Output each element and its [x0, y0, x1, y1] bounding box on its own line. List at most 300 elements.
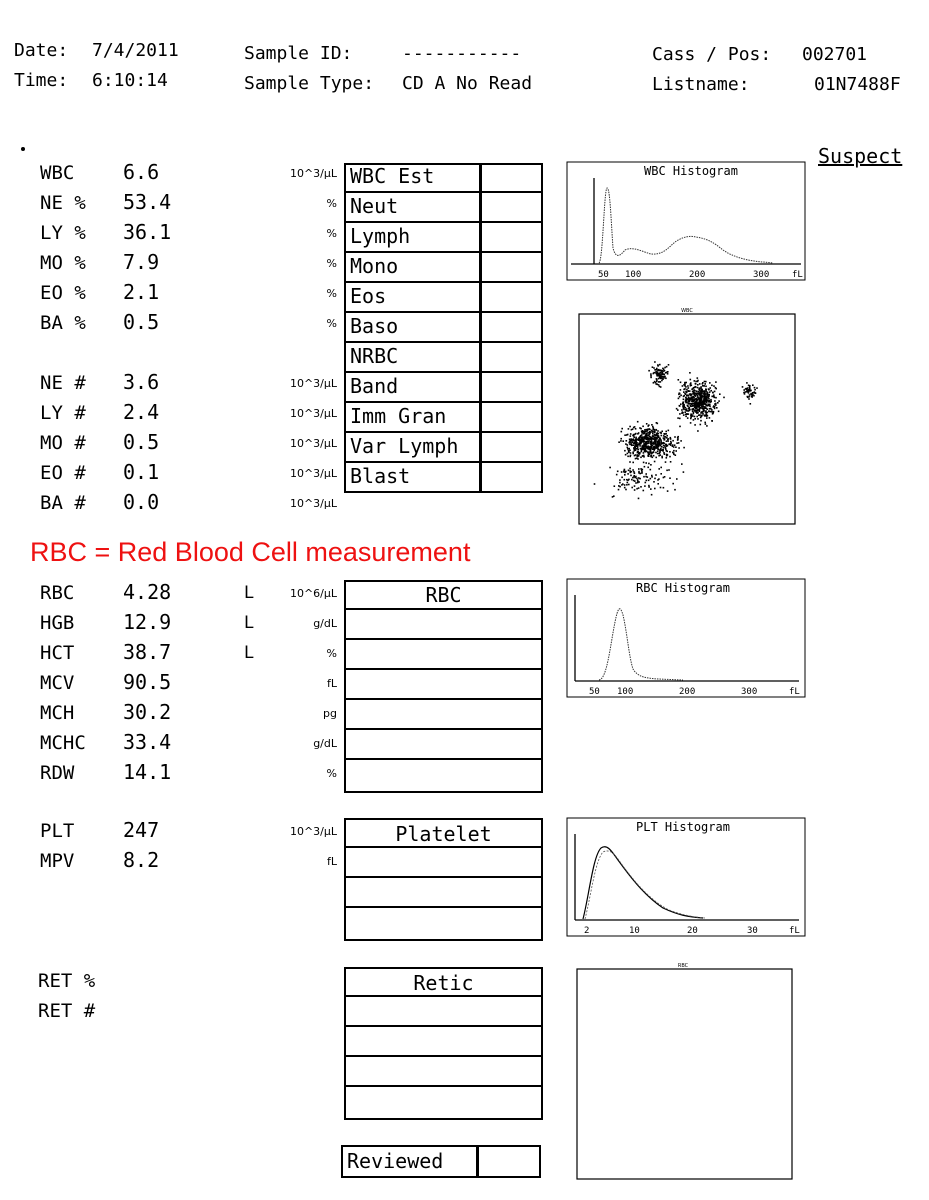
scatter-event	[714, 400, 716, 402]
scatter-event	[655, 443, 657, 445]
scatter-event	[646, 423, 648, 425]
scatter-event	[690, 379, 692, 381]
scatter-event	[655, 429, 657, 431]
scatter-event	[619, 479, 621, 481]
scatter-event	[686, 397, 688, 399]
scatter-event	[746, 382, 748, 384]
time-label: Time:	[14, 70, 69, 91]
scatter-event	[645, 444, 647, 446]
scatter-event	[656, 378, 658, 380]
scatter-event	[753, 395, 755, 397]
scatter-event	[647, 476, 649, 478]
scatter-event	[657, 450, 659, 452]
scatter-event	[634, 489, 636, 491]
result-unit: %	[326, 647, 337, 660]
scatter-event	[752, 392, 754, 394]
scatter-event	[706, 404, 708, 406]
scatter-event	[702, 385, 704, 387]
scatter-event	[635, 454, 637, 456]
scatter-event	[704, 381, 706, 383]
retic-plot-frame	[577, 969, 792, 1179]
scatter-event	[674, 444, 676, 446]
result-label: NE #	[40, 372, 86, 394]
estimate-row-input[interactable]	[479, 343, 482, 373]
scatter-event	[621, 428, 623, 430]
scatter-event	[680, 440, 682, 442]
scatter-event	[644, 441, 646, 443]
scatter-event	[710, 399, 712, 401]
scatter-event	[656, 441, 658, 443]
scatter-event	[653, 427, 655, 429]
scatter-event	[653, 446, 655, 448]
plt-histogram-unit: fL	[789, 926, 800, 936]
scatter-event	[641, 451, 643, 453]
scatter-event	[636, 478, 638, 480]
scatter-event	[694, 418, 696, 420]
scan-mark-dot	[21, 147, 25, 151]
scatter-event	[696, 416, 698, 418]
scatter-event	[705, 414, 707, 416]
scatter-event	[664, 445, 666, 447]
scatter-event	[631, 479, 633, 481]
estimate-row-label: Baso	[350, 314, 399, 338]
scatter-event	[685, 414, 687, 416]
plt-histogram-tick-1: 2	[584, 926, 590, 936]
wbc-scatterplot	[577, 303, 797, 526]
scatter-event	[650, 375, 652, 377]
scatter-event	[687, 385, 689, 387]
scatter-event	[711, 409, 713, 411]
scatter-event	[683, 447, 685, 449]
scatter-event	[641, 448, 643, 450]
scatter-event	[710, 411, 712, 413]
result-unit: 10^3/µL	[289, 825, 337, 838]
scatter-event	[710, 390, 712, 392]
scatter-event	[706, 425, 708, 427]
scatter-event	[704, 407, 706, 409]
scatter-event	[694, 416, 696, 418]
scatter-event	[695, 402, 697, 404]
date-value: 7/4/2011	[92, 40, 179, 61]
scatter-event	[715, 397, 717, 399]
scatter-event	[651, 476, 653, 478]
scatter-event	[685, 402, 687, 404]
result-unit: 10^3/µL	[289, 167, 337, 180]
scatter-event	[662, 368, 664, 370]
scatter-event	[684, 388, 686, 390]
result-value: 14.1	[123, 760, 172, 784]
scatter-event	[667, 373, 669, 375]
scatter-event	[742, 386, 744, 388]
rbc-box-row	[346, 610, 541, 640]
scatter-event	[637, 479, 639, 481]
scatter-event	[634, 485, 636, 487]
scatter-event	[643, 490, 645, 492]
scatter-event	[699, 383, 701, 385]
scatter-event	[708, 394, 710, 396]
scatter-event	[627, 453, 629, 455]
sample-type-value: CD A No Read	[402, 73, 533, 94]
scatter-event	[642, 469, 644, 471]
retic-plot-svg	[575, 961, 795, 1181]
scatter-event	[636, 445, 638, 447]
scatter-event	[667, 490, 669, 492]
scatter-event	[667, 439, 669, 441]
scatter-event	[654, 432, 656, 434]
scatter-event	[628, 450, 630, 452]
result-flag: L	[244, 583, 254, 603]
scatter-event	[639, 442, 641, 444]
scatter-event	[658, 372, 660, 374]
scatter-event	[663, 374, 665, 376]
scatter-event	[695, 383, 697, 385]
result-value: 0.1	[123, 460, 160, 484]
scatter-event	[708, 410, 710, 412]
scatter-event	[663, 370, 665, 372]
wbc-histogram-title: WBC Histogram	[644, 164, 738, 178]
estimate-row-input[interactable]	[479, 163, 482, 193]
scatter-event	[713, 394, 715, 396]
rbc-box-row	[346, 730, 541, 760]
scatter-event	[670, 443, 672, 445]
scatter-event	[697, 393, 699, 395]
result-label: RET #	[38, 1000, 96, 1022]
scatter-event	[645, 482, 647, 484]
estimate-row-input[interactable]	[479, 223, 482, 253]
estimate-row-label: Var Lymph	[350, 434, 459, 458]
scatter-event	[658, 381, 660, 383]
scatter-event	[637, 456, 639, 458]
scatter-event	[694, 390, 696, 392]
scatter-event	[683, 399, 685, 401]
scatter-event	[683, 391, 685, 393]
scatter-event	[629, 441, 631, 443]
scatter-event	[617, 471, 619, 473]
estimate-row-input[interactable]	[479, 373, 482, 403]
retic-box-row	[346, 967, 541, 997]
scatter-event	[638, 481, 640, 483]
scatter-event	[630, 455, 632, 457]
scatter-event	[702, 411, 704, 413]
scatter-event	[664, 376, 666, 378]
scatter-event	[651, 447, 653, 449]
scatter-event	[629, 426, 631, 428]
plt-histogram-svg	[563, 816, 808, 941]
scatter-event	[696, 390, 698, 392]
scatter-event	[695, 381, 697, 383]
scatter-event	[748, 396, 750, 398]
scatter-event	[672, 445, 674, 447]
scatter-event	[701, 415, 703, 417]
scatter-event	[684, 411, 686, 413]
scatter-event	[632, 452, 634, 454]
result-unit: %	[326, 257, 337, 270]
scatter-event	[638, 487, 640, 489]
scatter-event	[669, 477, 671, 479]
scatter-event	[749, 387, 751, 389]
estimate-row-input[interactable]	[479, 463, 482, 493]
scatter-event	[745, 391, 747, 393]
scatter-event	[624, 450, 626, 452]
scatter-event	[628, 448, 630, 450]
retic-box	[344, 967, 543, 1120]
scatter-event	[697, 384, 699, 386]
wbc-estimate-box	[344, 163, 543, 493]
scatter-event	[638, 471, 640, 473]
scatter-event	[676, 442, 678, 444]
scatter-event	[681, 463, 683, 465]
scatter-event	[674, 489, 676, 491]
scatter-event	[665, 447, 667, 449]
scatter-event	[679, 405, 681, 407]
scatter-event	[657, 430, 659, 432]
scatter-event	[658, 445, 660, 447]
scatter-event	[678, 398, 680, 400]
scatter-event	[711, 385, 713, 387]
scatter-event	[658, 378, 660, 380]
estimate-row-input[interactable]	[479, 313, 482, 343]
result-label: RET %	[38, 970, 96, 992]
scatter-event	[699, 414, 701, 416]
plt-histogram-tick-4: 30	[747, 926, 758, 936]
scatter-event	[660, 441, 662, 443]
result-unit: %	[326, 317, 337, 330]
scatter-event	[650, 373, 652, 375]
scatter-event	[638, 468, 640, 470]
scatter-event	[702, 404, 704, 406]
result-unit: %	[326, 287, 337, 300]
scatter-event	[718, 411, 720, 413]
scatter-event	[663, 435, 665, 437]
rbc-box	[344, 580, 543, 793]
scatter-event	[622, 483, 624, 485]
scatter-event	[639, 445, 641, 447]
scatter-event	[752, 384, 754, 386]
scatter-event	[664, 476, 666, 478]
scatter-event	[624, 487, 626, 489]
scatter-event	[629, 461, 631, 463]
scatter-event	[697, 377, 699, 379]
estimate-row-input[interactable]	[479, 403, 482, 433]
scatter-event	[679, 413, 681, 415]
scatter-event	[697, 418, 699, 420]
scatter-event	[689, 403, 691, 405]
scatter-event	[654, 361, 656, 363]
scatter-event	[686, 389, 688, 391]
scatter-event	[655, 442, 657, 444]
reviewed-box[interactable]	[341, 1145, 541, 1178]
scatter-event	[683, 404, 685, 406]
scatter-event	[659, 443, 661, 445]
scatter-event	[628, 484, 630, 486]
scatter-event	[754, 391, 756, 393]
scatter-event	[714, 397, 716, 399]
scatter-event	[657, 423, 659, 425]
scatterplot-frame	[579, 314, 795, 524]
scatter-event	[660, 487, 662, 489]
scatter-event	[690, 382, 692, 384]
result-unit: 10^3/µL	[289, 377, 337, 390]
scatter-event	[661, 431, 663, 433]
scatter-event	[711, 396, 713, 398]
scatter-event	[675, 446, 677, 448]
scatter-event	[638, 498, 640, 500]
scatter-event	[631, 429, 633, 431]
scatter-event	[672, 483, 674, 485]
reviewed-divider	[476, 1147, 479, 1176]
scatter-event	[690, 418, 692, 420]
scatter-event	[682, 385, 684, 387]
scatter-event	[679, 418, 681, 420]
scatter-event	[664, 367, 666, 369]
estimate-row-input[interactable]	[479, 433, 482, 463]
scatter-event	[640, 457, 642, 459]
scatter-event	[629, 468, 631, 470]
scatter-event	[666, 435, 668, 437]
result-label: HGB	[40, 612, 75, 634]
result-label: MO #	[40, 432, 86, 454]
scatter-event	[657, 442, 659, 444]
scatter-event	[633, 475, 635, 477]
scatter-event	[667, 440, 669, 442]
estimate-row-label: Lymph	[350, 224, 411, 248]
scatter-event	[686, 410, 688, 412]
result-unit: 10^3/µL	[289, 497, 337, 510]
retic-box-row	[346, 1057, 541, 1087]
scatter-event	[712, 392, 714, 394]
scatter-event	[640, 486, 642, 488]
scatter-event	[629, 450, 631, 452]
scatter-event	[647, 448, 649, 450]
scatter-event	[748, 385, 750, 387]
scatter-event	[648, 438, 650, 440]
scatter-event	[665, 448, 667, 450]
wbc-scatterplot-svg	[577, 303, 797, 526]
scatter-event	[687, 417, 689, 419]
scatter-event	[690, 405, 692, 407]
scatter-event	[684, 406, 686, 408]
rbc-histogram-title: RBC Histogram	[636, 581, 730, 595]
result-value: 38.7	[123, 640, 172, 664]
scatter-event	[664, 453, 666, 455]
scatter-event	[694, 410, 696, 412]
estimate-row-input[interactable]	[479, 253, 482, 283]
scatter-event	[664, 433, 666, 435]
scatter-event	[622, 440, 624, 442]
scatter-event	[676, 478, 678, 480]
scatter-event	[652, 452, 654, 454]
scatter-event	[656, 375, 658, 377]
platelet-box-row	[346, 878, 541, 908]
scatter-event	[688, 395, 690, 397]
scatter-event	[655, 383, 657, 385]
scatter-event	[633, 471, 635, 473]
result-value: 0.5	[123, 310, 160, 334]
rbc-box-row	[346, 640, 541, 670]
estimate-row-label: NRBC	[350, 344, 399, 368]
scatter-event	[661, 374, 663, 376]
scatter-event	[706, 417, 708, 419]
scatter-event	[623, 470, 625, 472]
scatter-event	[639, 473, 641, 475]
scatter-event	[660, 386, 662, 388]
scatter-event	[643, 439, 645, 441]
scatter-event	[688, 413, 690, 415]
scatter-event	[701, 405, 703, 407]
result-label: MCH	[40, 702, 75, 724]
scatter-event	[700, 407, 702, 409]
estimate-row-input[interactable]	[479, 193, 482, 223]
scatter-event	[700, 398, 702, 400]
result-value: 2.4	[123, 400, 160, 424]
scatter-event	[684, 382, 686, 384]
scatter-event	[678, 379, 680, 381]
scatter-event	[673, 450, 675, 452]
scatter-event	[609, 467, 611, 469]
scatter-event	[632, 435, 634, 437]
scatter-event	[646, 429, 648, 431]
scatter-event	[628, 451, 630, 453]
result-label: NE %	[40, 192, 86, 214]
scatter-event	[692, 415, 694, 417]
wbc-histogram-tick-4: 300	[753, 270, 770, 280]
scatter-event	[612, 496, 614, 498]
scatter-event	[694, 395, 696, 397]
result-value: 30.2	[123, 700, 172, 724]
scatter-event	[660, 432, 662, 434]
plt-histogram-frame	[567, 818, 805, 936]
scatter-event	[690, 413, 692, 415]
scatter-event	[695, 398, 697, 400]
scatter-event	[650, 469, 652, 471]
wbc-histogram-tick-1: 50	[598, 270, 609, 280]
estimate-row-label: Blast	[350, 464, 411, 488]
scatter-event	[663, 376, 665, 378]
scatter-event	[619, 482, 621, 484]
scatter-event	[693, 402, 695, 404]
scatter-event	[650, 377, 652, 379]
wbc-histogram-svg	[563, 160, 808, 285]
scatter-event	[663, 487, 665, 489]
scatter-event	[697, 380, 699, 382]
result-label: MO %	[40, 252, 86, 274]
scatter-event	[663, 437, 665, 439]
scatter-event	[648, 428, 650, 430]
scatter-event	[688, 387, 690, 389]
scatter-event	[677, 436, 679, 438]
scatter-event	[706, 400, 708, 402]
scatter-event	[698, 393, 700, 395]
scatter-event	[648, 440, 650, 442]
scatter-event	[693, 387, 695, 389]
result-unit: 10^3/µL	[289, 467, 337, 480]
result-value: 0.5	[123, 430, 160, 454]
scatter-event	[643, 452, 645, 454]
estimate-row-label: Neut	[350, 194, 399, 218]
estimate-row-input[interactable]	[479, 283, 482, 313]
wbc-histogram-curve	[599, 188, 773, 263]
scatter-event	[661, 456, 663, 458]
scatter-event	[621, 431, 623, 433]
scatter-event	[653, 455, 655, 457]
scatter-event	[673, 454, 675, 456]
scatter-event	[635, 438, 637, 440]
result-label: BA %	[40, 312, 86, 334]
scatter-event	[634, 472, 636, 474]
scatter-event	[653, 382, 655, 384]
scatter-event	[639, 478, 641, 480]
rbc-histogram-tick-3: 200	[679, 687, 696, 697]
